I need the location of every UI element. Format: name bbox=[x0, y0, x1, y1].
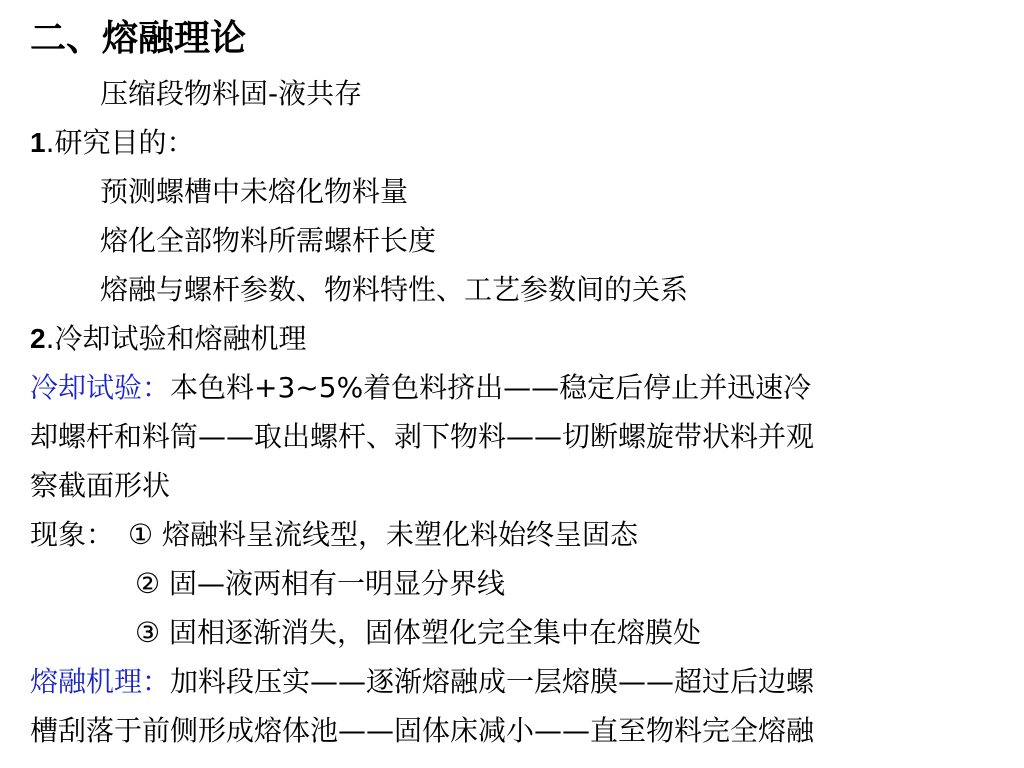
phenomena-item-1: ① 熔融料呈流线型，未塑化料始终呈固态 bbox=[128, 518, 639, 551]
cooling-test-line-2: 却螺杆和料筒——取出螺杆、剥下物料——切断螺旋带状料并观 bbox=[30, 420, 815, 453]
section-1-number: 1 bbox=[30, 127, 46, 158]
purpose-item-3: 熔融与螺杆参数、物料特性、工艺参数间的关系 bbox=[100, 273, 689, 306]
section-2-number: 2 bbox=[30, 323, 46, 354]
phenomena-line-1 bbox=[30, 515, 638, 555]
cooling-test-line-3: 察截面形状 bbox=[30, 469, 171, 502]
subtitle: 压缩段物料固-液共存 bbox=[100, 77, 363, 110]
cooling-test-label: 冷却试验： bbox=[30, 371, 171, 404]
phenomena-label: 现象： bbox=[30, 518, 115, 551]
section-1-heading bbox=[30, 123, 194, 163]
purpose-item-2: 熔化全部物料所需螺杆长度 bbox=[100, 224, 437, 257]
section-1-text: .研究目的： bbox=[45, 126, 195, 159]
purpose-item-1: 预测螺槽中未熔化物料量 bbox=[100, 175, 409, 208]
phenomena-item-3: ③ 固相逐渐消失，固体塑化完全集中在熔膜处 bbox=[135, 616, 702, 649]
mechanism-line-1 bbox=[30, 662, 814, 702]
section-2-text: .冷却试验和熔融机理 bbox=[45, 322, 307, 355]
cooling-test-text-1: 本色料+3~5%着色料挤出——稳定后停止并迅速冷 bbox=[170, 371, 812, 404]
mechanism-text-1: 加料段压实——逐渐熔融成一层熔膜——超过后边螺 bbox=[170, 665, 815, 698]
slide-title: 二、熔融理论 bbox=[30, 18, 247, 59]
mechanism-line-2: 槽刮落于前侧形成熔体池——固体床减小——直至物料完全熔融 bbox=[30, 714, 815, 747]
section-2-heading bbox=[30, 319, 306, 359]
cooling-test-line-1 bbox=[30, 368, 811, 408]
phenomena-item-2: ② 固—液两相有一明显分界线 bbox=[135, 567, 506, 600]
mechanism-label: 熔融机理： bbox=[30, 665, 171, 698]
